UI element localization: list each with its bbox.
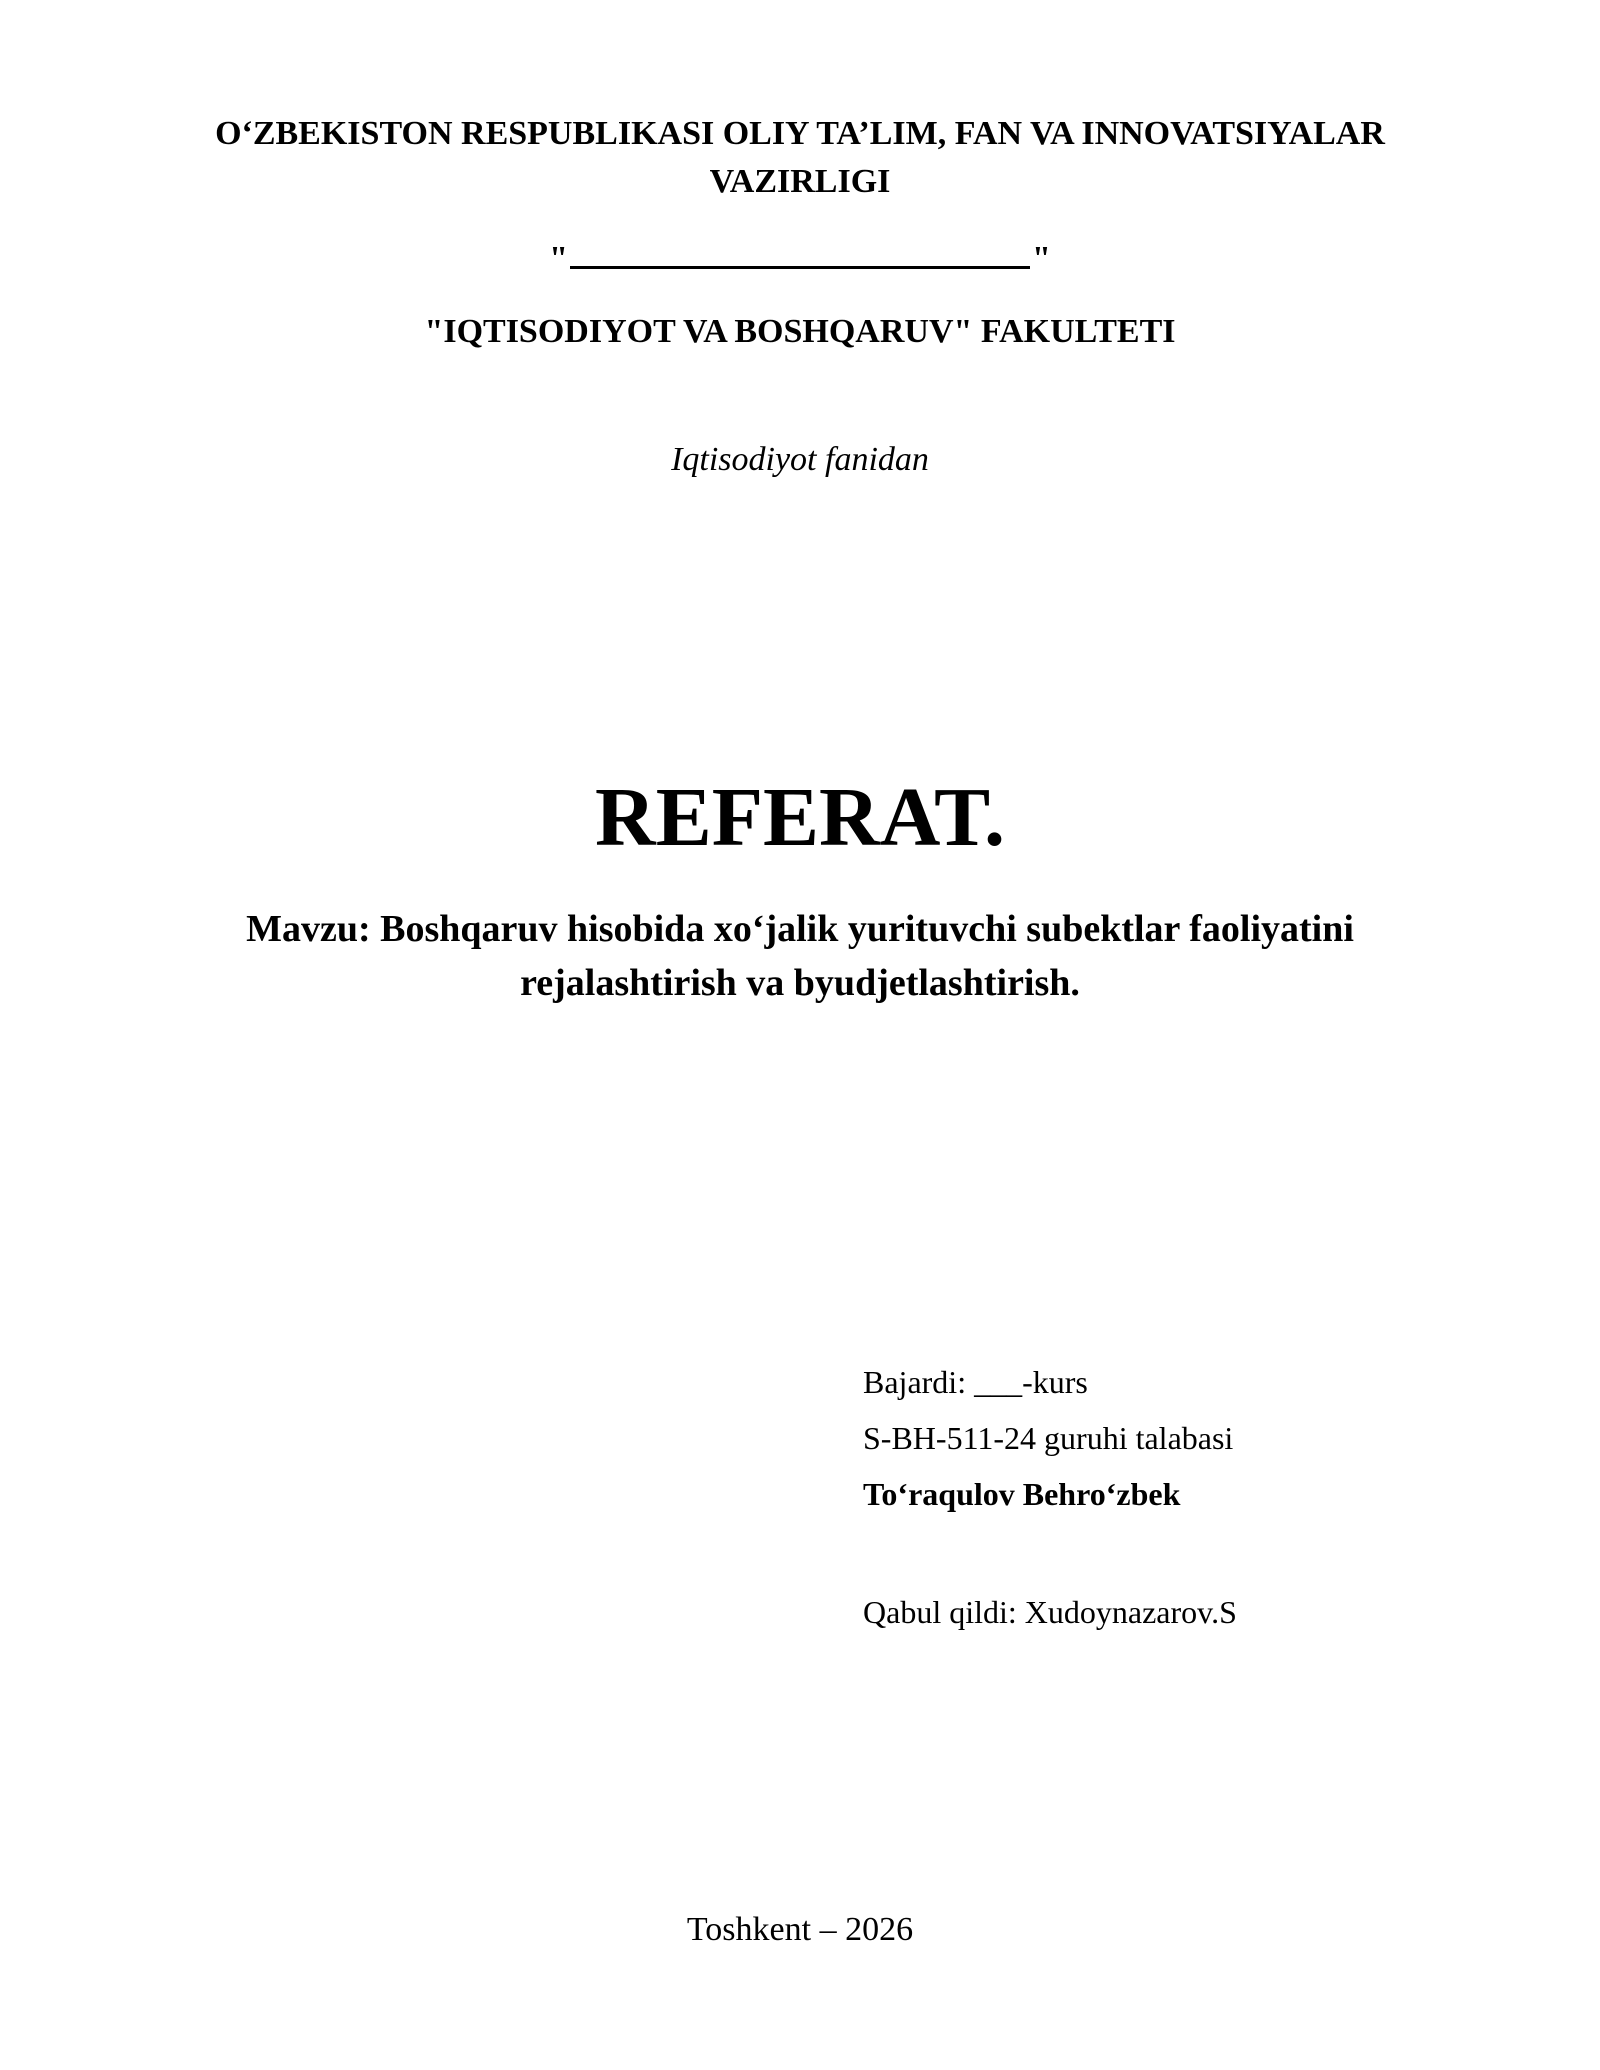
- author-group: S-BH-511-24 guruhi talabasi: [863, 1420, 1234, 1456]
- close-quote: ": [1032, 240, 1051, 277]
- open-quote: ": [549, 240, 568, 277]
- author-course: Bajardi: ___-kurs: [863, 1364, 1088, 1400]
- faculty-heading: "IQTISODIYOT VA BOSHQARUV" FAKULTETI: [424, 313, 1176, 350]
- university-name-line: [0, 230, 1600, 283]
- accepted-by: Qabul qildi: Xudoynazarov.S: [863, 1594, 1237, 1630]
- subject-line: Iqtisodiyot fanidan: [671, 441, 929, 478]
- city-year: Toshkent – 2026: [686, 1911, 914, 1948]
- author-name: To‘raqulov Behro‘zbek: [863, 1476, 1181, 1512]
- ministry-heading: O‘ZBEKISTON RESPUBLIKASI OLIY TA’LIM, FAN VA INNOVATSIYALAR VAZIRLIGI: [215, 115, 1385, 200]
- topic-heading: Mavzu: Boshqaruv hisobida xo‘jalik yurituvchi subektlar faoliyatini rejalashtirish va byudjetlashtirish.: [246, 908, 1354, 1004]
- document-type-title: REFERAT.: [595, 771, 1005, 864]
- university-name-blank: [570, 230, 1030, 269]
